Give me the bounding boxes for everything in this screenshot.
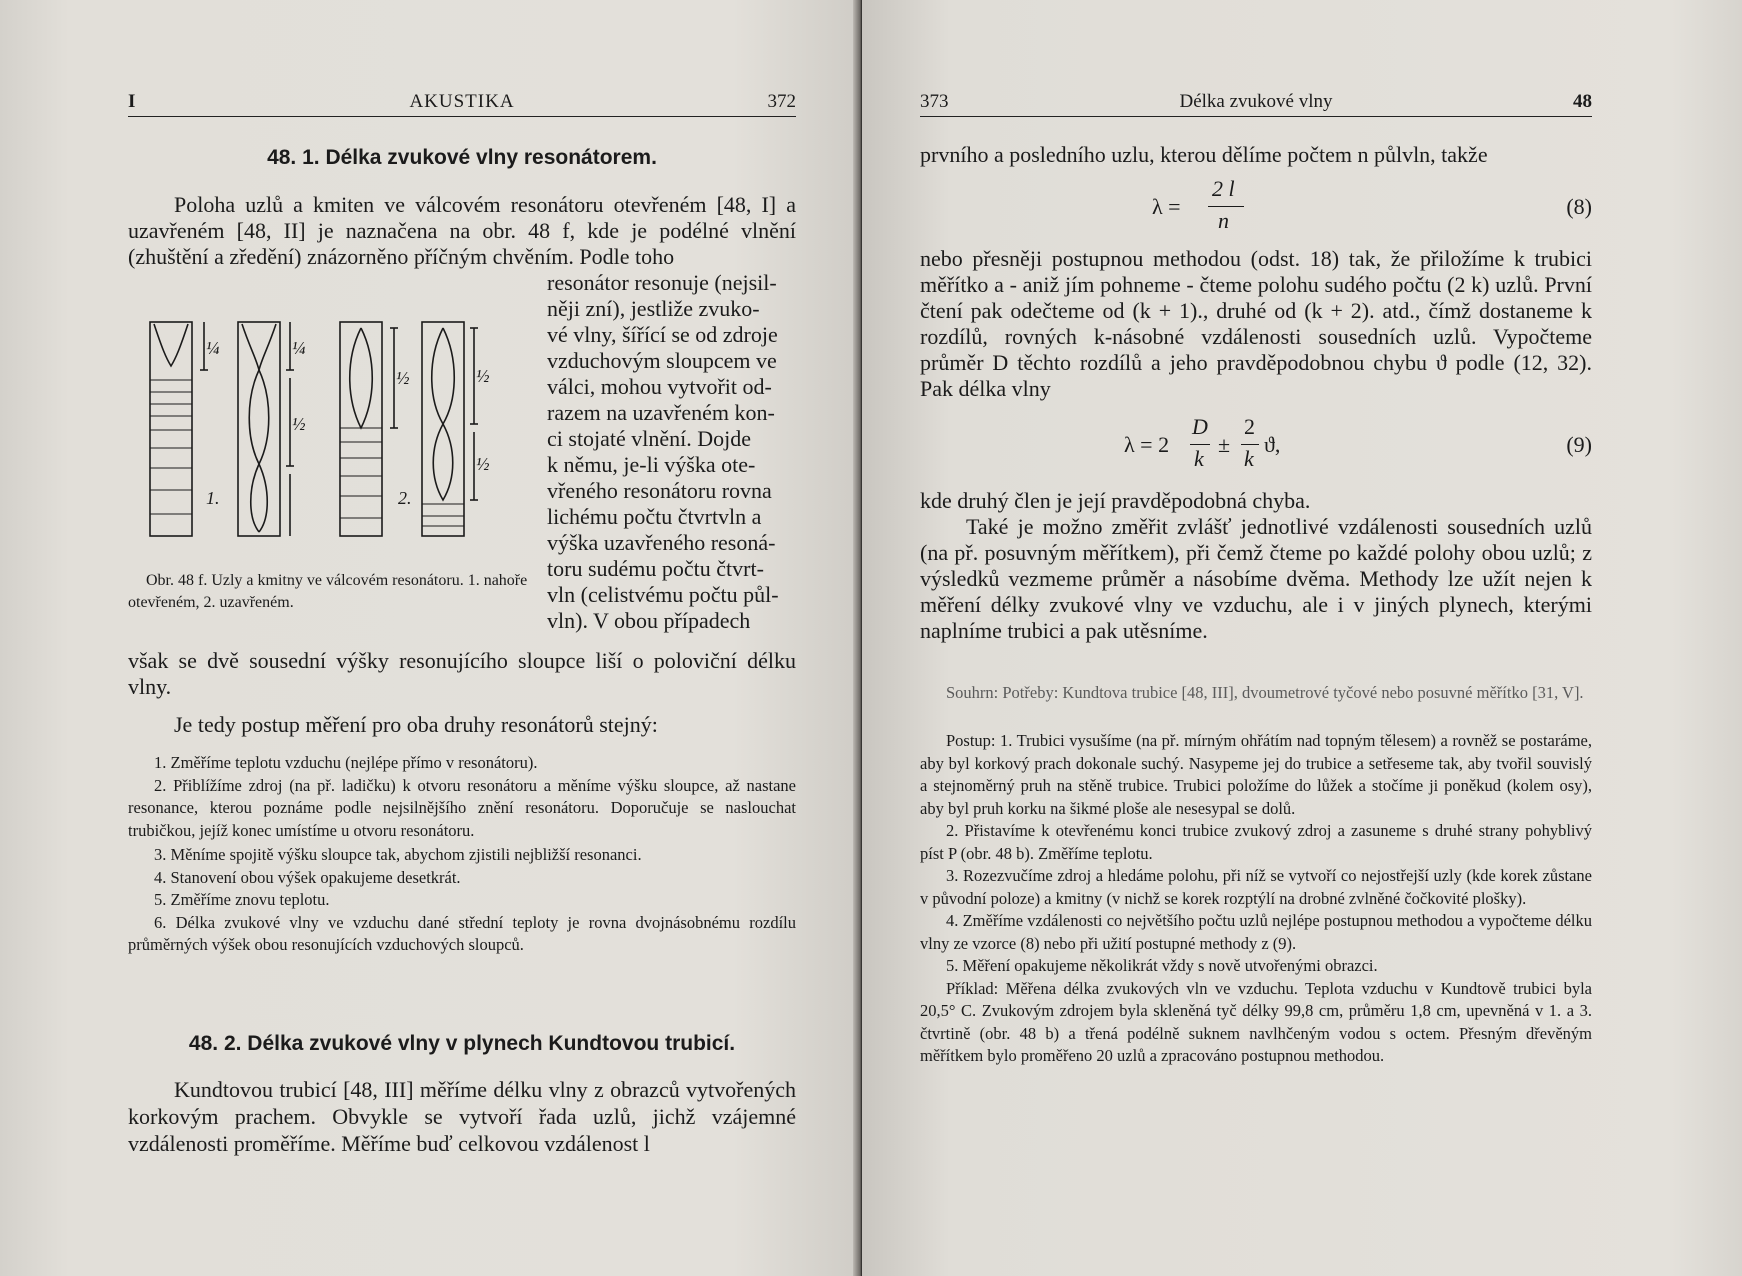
fig-quarter-label-1: ¼ <box>206 338 220 358</box>
wrap-line: lichému počtu čtvrtvln a <box>547 504 762 529</box>
step-item: 5. Změříme znovu teplotu. <box>154 890 330 909</box>
right-paragraph-4: Také je možno změřit zvlášť jednotlivé vzdálenosti sousedních uzlů (na př. posuvným měřítkem), při čemž čteme po každé polohy obou uzlů; z výsledků vezmeme průměr a násobíme dvěma. Methody lze užít nejen k měření délky zvukové vlny ve vzduchu, ale i v jiných plynech, kterými naplníme trubici a pak utěsníme. <box>920 514 1592 643</box>
eq8-fraction-bar <box>1208 206 1244 207</box>
wrap-line: vln). V obou případech <box>547 608 751 633</box>
wrap-line: ci stojaté vlnění. Dojde <box>547 426 752 451</box>
eq9-f2-num: 2 <box>1244 414 1255 439</box>
summary-line: Souhrn: Potřeby: Kundtova trubice [48, III], dvoumetrové tyčové nebo posuvné měřítko [31, V]. <box>946 683 1584 702</box>
eq8-lhs: λ = <box>1152 194 1181 219</box>
wrap-line: výška uzavřeného resoná- <box>547 530 776 555</box>
right-header-title: Délka zvukové vlny <box>1179 91 1333 112</box>
eq9-f1-bar <box>1190 444 1210 445</box>
eq8-denominator: n <box>1218 208 1229 233</box>
left-page-number: 372 <box>767 91 796 112</box>
left-paragraph-3: Kundtovou trubicí [48, III] měříme délku vlny z obrazců vytvořených korkovým prachem. Obvykle se vytvoří řada uzlů, jichž vzájemné vzdálenosti proměříme. Měříme buď celkovou vzdálenost l <box>128 1077 796 1156</box>
eq9-plusminus: ± <box>1218 432 1231 457</box>
step-item: 2. Přiblížíme zdroj (na př. ladičku) k otvoru resonátoru a měníme výšku sloupce, až nastane resonance, kterou poznáme podle nejsilnějšího znění resonátoru. Doporučuje se naslouchat trubičkou, jejíž konec umístíme u otvoru resonátoru. <box>128 775 796 840</box>
right-paragraph-3: kde druhý člen je její pravděpodobná chyba. <box>920 488 1311 513</box>
step-item: 1. Změříme teplotu vzduchu (nejlépe přímo v resonátoru). <box>154 753 538 772</box>
step-item: Postup: 1. Trubici vysušíme (na př. mírným ohřátím nad topným tělesem) a rovněž se postaráme, aby byl korkový prach dokonale suchý. Nasypeme jej do trubice a setřeseme tak, aby tvořil souvislý a stejnoměrný pruh na stěně trubice. Trubici položíme do lůžek a stočíme ji poněkud (kolem osy), aby byl pruh korku na šikmé ploše ale nesesypal se dolů. <box>920 731 1592 818</box>
step-item: 3. Měníme spojitě výšku sloupce tak, abychom zjistili nejbližší resonanci. <box>154 845 642 864</box>
eq9-f2-bar <box>1241 444 1259 445</box>
equation-8-number: (8) <box>1566 194 1592 219</box>
step-item: 2. Přistavíme k otevřenému konci trubice zvukový zdroj a zasuneme s druhé strany pohyblivý píst P (obr. 48 b). Změříme teplotu. <box>920 821 1592 863</box>
right-section-number: 48 <box>1573 91 1592 112</box>
fig-quarter-label-2: ¼ <box>292 338 306 358</box>
left-paragraph-1: Poloha uzlů a kmiten ve válcovém resonátoru otevřeném [48, I] a uzavřeném [48, II] je naznačena na obr. 48 f, kde je podélné vlnění (zhuštění a zředění) znázorněno příčným chvěním. Podle toho <box>128 192 796 269</box>
left-paragraph-2: Je tedy postup měření pro oba druhy resonátorů stejný: <box>174 712 658 737</box>
section-heading-48-2: 48. 2. Délka zvukové vlny v plynech Kundtovou trubicí. <box>188 1032 736 1055</box>
right-running-header <box>920 86 1592 117</box>
step-item: 4. Změříme vzdálenosti co největšího počtu uzlů nejlépe postupnou methodou a vypočteme délku vlny ze vzorce (8) nebo při užití postupné methody z (9). <box>920 911 1592 953</box>
eq9-f1-num: D <box>1192 414 1208 439</box>
left-running-header <box>128 86 796 117</box>
equation-9 <box>1124 414 1344 474</box>
wrap-line: toru sudému počtu čtvrt- <box>547 556 764 581</box>
figure-48f <box>140 318 540 546</box>
eq9-f1-den: k <box>1194 446 1204 471</box>
kundt-summary <box>920 682 1592 705</box>
step-item: 3. Rozezvučíme zdroj a hledáme polohu, při níž se vytvoří co nejostřejší uzly (kde korek zůstane v původní poloze) a kmitny (v nichž se korek rozptýlí na drobné zvlněné čočkovité plošky). <box>920 866 1592 908</box>
fig-half-label-2: ½ <box>396 368 410 388</box>
wrap-line: válci, mohou vytvořit od- <box>547 374 772 399</box>
wrap-line: resonátor resonuje (nejsil- <box>547 270 777 295</box>
step-item: 5. Měření opakujeme několikrát vždy s nově utvořenými obrazci. <box>946 956 1378 975</box>
right-paragraph-2: nebo přesněji postupnou methodou (odst. 18) tak, že přiložíme k trubici měřítko a - aniž jím pohneme - čteme polohu sudého počtu (2 k) uzlů. První čtení pak odečteme od (k + 1)., druhé od (k + 2). atd., čímž dostaneme k rozdílů, rovných k-násobné vzdálenosti sousedních uzlů. Vypočteme průměr D těchto rozdílů a jeho pravděpodobnou chybu ϑ podle (12, 32). Pak délka vlny <box>920 246 1592 401</box>
left-paragraph-1-end: však se dvě sousední výšky resonujícího sloupce liší o poloviční délku vlny. <box>128 648 796 699</box>
right-paragraph-1: prvního a posledního uzlu, kterou dělíme počtem n půlvln, takže <box>920 142 1488 167</box>
wrap-line: něji zní), jestliže zvuko- <box>547 296 760 321</box>
eq9-tail: ϑ, <box>1264 432 1281 457</box>
wrap-line: k němu, je-li výška ote- <box>547 452 756 477</box>
step-item: Příklad: Měřena délka zvukových vln ve vzduchu. Teplota vzduchu v Kundtově trubici byla 20,5° C. Zvukovým zdrojem byla skleněná tyč délky 99,8 cm, průměru 1,8 cm, upevněná v 1. a 3. čtvrtině (obr. 48 b) a třená podélně suknem navlhčeným vodou s octem. Přesným dřevěným měřítkem bylo proměřeno 20 uzlů a zpracováno postupnou methodou. <box>920 978 1592 1065</box>
eq9-lhs: λ = 2 <box>1124 432 1170 457</box>
step-item: 6. Délka zvukové vlny ve vzduchu dané střední teploty je rovna dvojnásobnému rozdílu průměrných výšek obou resonujících vzduchových sloupců. <box>128 912 796 954</box>
left-page <box>0 0 862 1276</box>
figure-48f-caption: Obr. 48 f. Uzly a kmitny ve válcovém resonátoru. 1. nahoře otevřeném, 2. uzavřeném. <box>128 572 528 611</box>
left-header-title: AKUSTIKA <box>409 91 515 112</box>
fig-label-2: 2. <box>398 488 412 508</box>
wrap-line: vln (celistvému počtu půl- <box>547 582 779 607</box>
wrap-line: vé vlny, šířící se od zdroje <box>547 322 778 347</box>
fig-label-1: 1. <box>206 488 220 508</box>
right-page-number: 373 <box>920 91 949 112</box>
wrap-line: razem na uzavřeném kon- <box>547 400 775 425</box>
right-page <box>862 0 1742 1276</box>
fig-half-label-3: ½ <box>476 366 490 386</box>
section-heading-48-1: 48. 1. Délka zvukové vlny resonátorem. <box>267 146 657 169</box>
fig-half-label-1: ½ <box>292 414 306 434</box>
left-wrap-text <box>547 270 796 634</box>
step-item: 4. Stanovení obou výšek opakujeme desetkrát. <box>154 867 461 887</box>
equation-8 <box>1152 176 1282 236</box>
wrap-line: vzduchovým sloupcem ve <box>547 348 777 373</box>
eq8-numerator: 2 l <box>1212 176 1235 201</box>
left-part-number: I <box>128 91 136 112</box>
eq9-f2-den: k <box>1244 446 1254 471</box>
fig-half-label-4: ½ <box>476 454 490 474</box>
equation-9-number: (9) <box>1566 432 1592 457</box>
resonator-steps <box>128 752 796 957</box>
kundt-steps <box>920 730 1592 1068</box>
wrap-line: vřeného resonátoru rovna <box>547 478 772 503</box>
